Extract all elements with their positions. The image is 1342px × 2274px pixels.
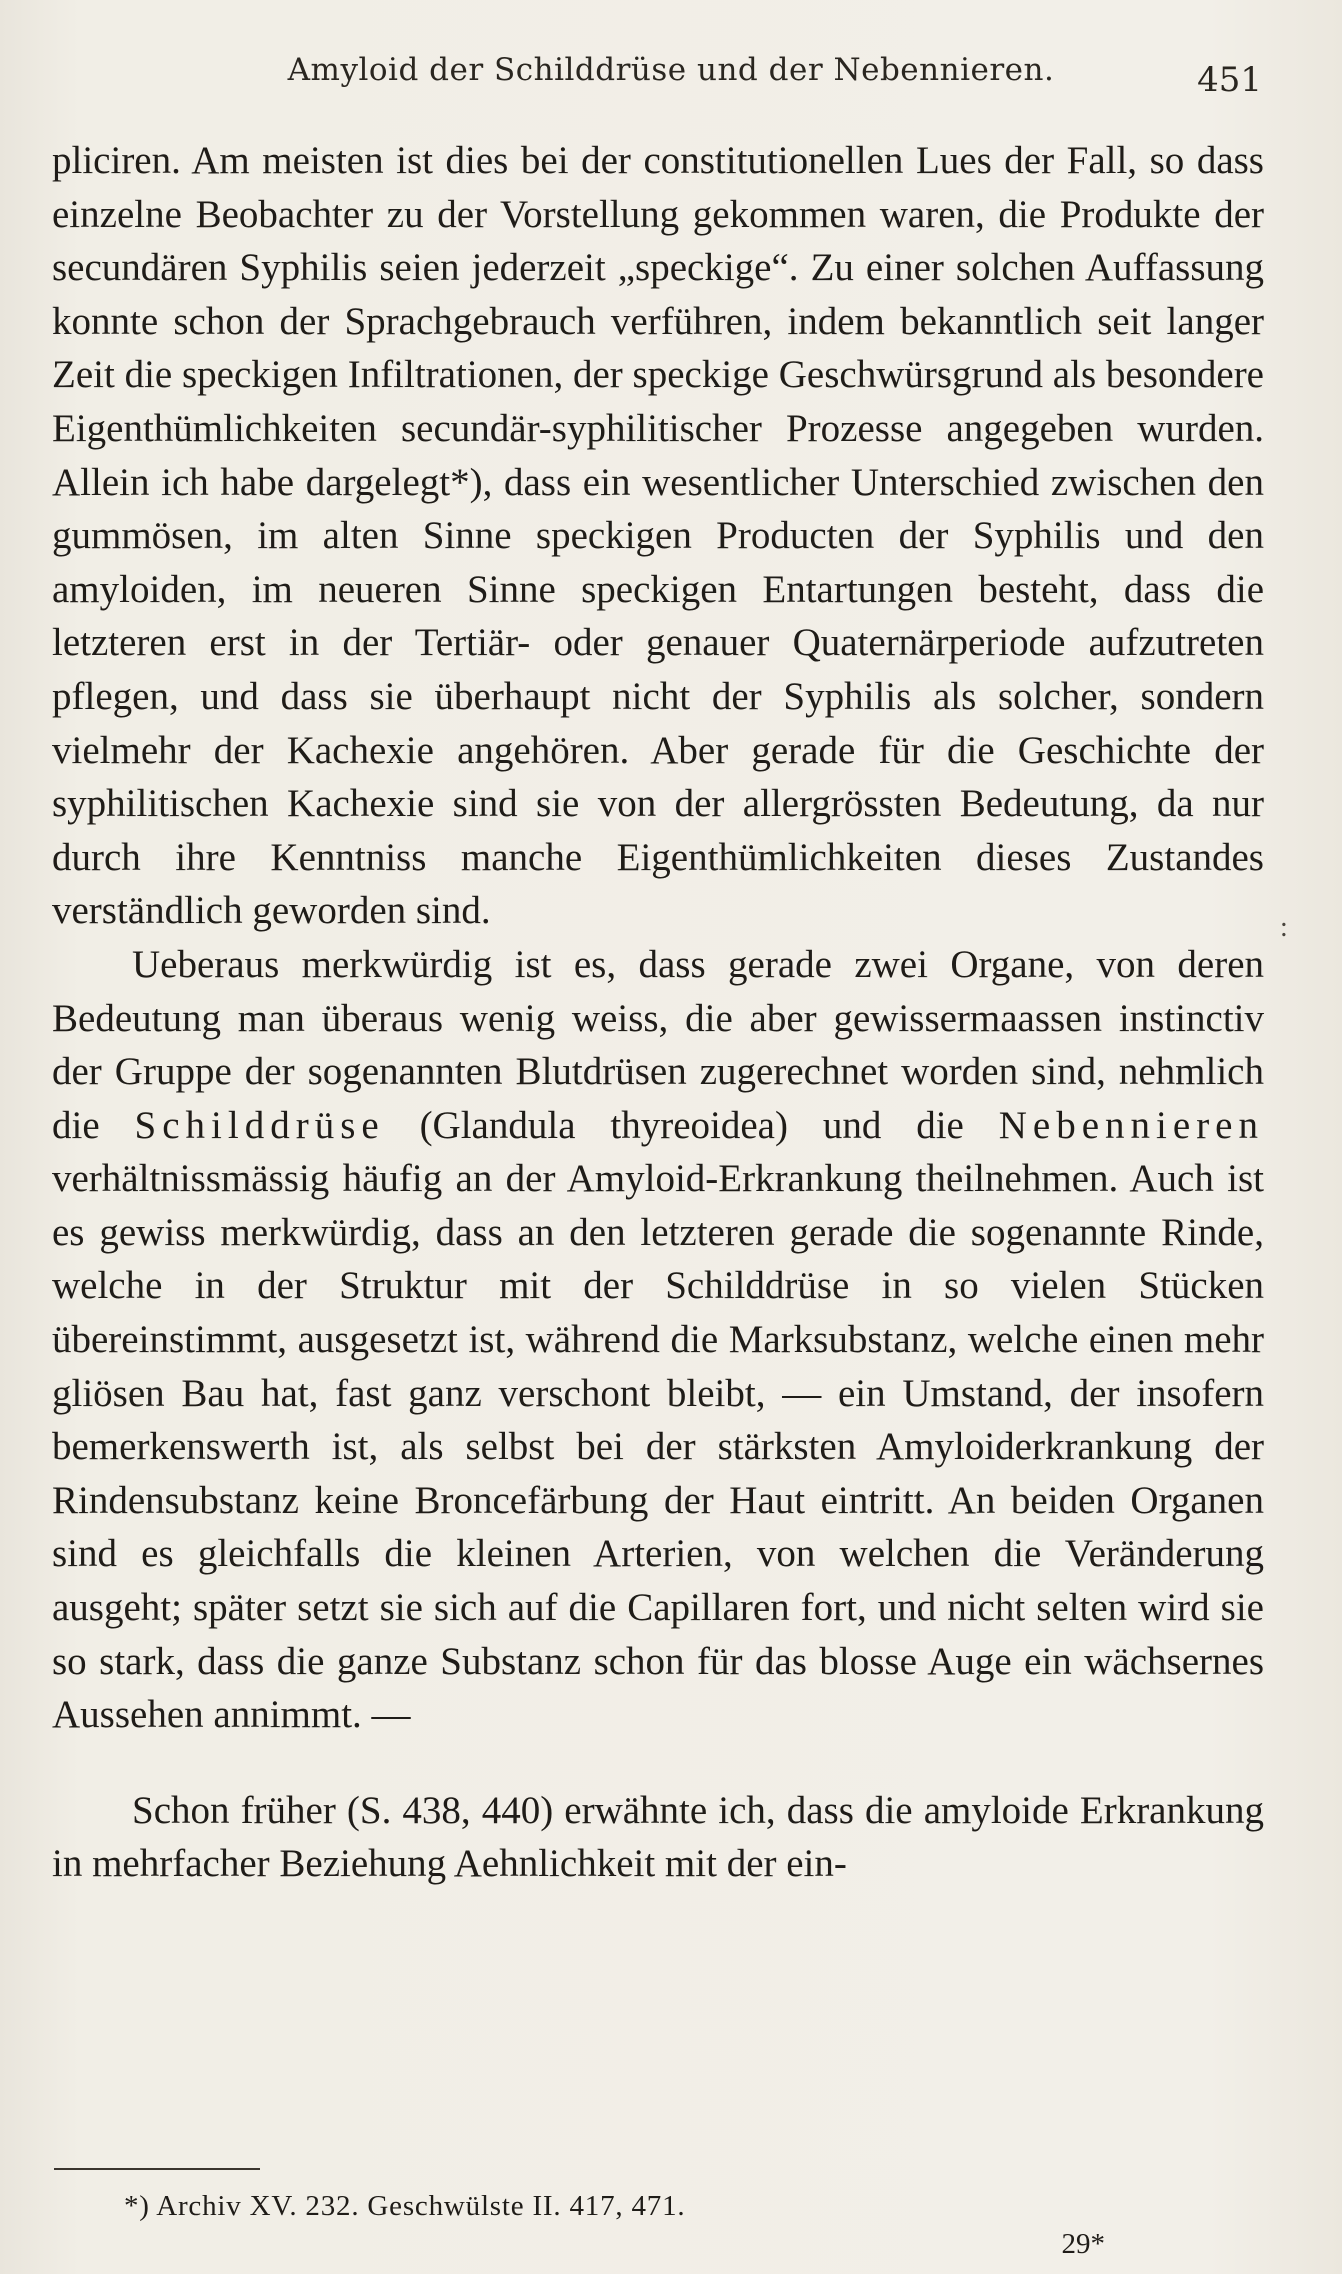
paragraph-2-text-a: Ueberaus merkwürdig ist es, dass gerade zwei Organe, von deren Bedeutung man überaus wenig weiss, die aber gewissermaassen instinctiv der Gruppe der sogenannten Blutdrüsen zugerechnet worden sind, nehmlich die [52, 942, 1264, 1147]
paragraph-2-text-c: verhältnissmässig häufig an der Amyloid-Erkrankung theilnehmen. Auch ist es gewiss merkwürdig, dass an den letzteren gerade die sogenannte Rinde, welche in der Struktur mit der Schilddrüse in so vielen Stücken übereinstimmt, ausgesetzt ist, während die Marksubstanz, welche einen mehr gliösen Bau hat, fast ganz verschont bleibt, — ein Umstand, der insofern bemerkenswerth ist, als selbst bei der stärksten Amyloiderkrankung der Rindensubstanz keine Broncefärbung der Haut eintritt. An beiden Organen sind es gleichfalls die kleinen Arterien, von welchen die Veränderung ausgeht; später setzt sie sich auf die Capillaren fort, und nicht selten wird sie so stark, dass die ganze Substanz schon für das blosse Auge ein wächsernes Aussehen annimmt. — [52, 1157, 1264, 1737]
paragraph-2-text-b: (Glandula thyreoidea) und die [384, 1103, 999, 1147]
page-number: 451 [1197, 60, 1262, 100]
paragraph-2 [52, 938, 1264, 1742]
term-schilddruese: Schilddrüse [134, 1103, 385, 1147]
footnote-divider [54, 2168, 260, 2170]
main-text-block [52, 134, 1264, 1891]
paragraph-1-text: pliciren. Am meisten ist dies bei der constitutionellen Lues der Fall, so dass einzelne Beobachter zu der Vorstellung gekommen waren, die Produkte der secundären Syphilis seien jederzeit „speckige“. Zu einer solchen Auffassung konnte schon der Sprachgebrauch verführen, indem bekanntlich seit langer Zeit die speckigen Infiltrationen, der speckige Geschwürsgrund als besondere Eigenthümlichkeiten secundär-syphilitischer Prozesse angegeben wurden. Allein ich habe dargelegt*), dass ein wesentlicher Unterschied zwischen den gummösen, im alten Sinne speckigen Producten der Syphilis und den amyloiden, im neueren Sinne speckigen Entartungen besteht, dass die letzteren erst in der Tertiär- oder genauer Quaternärperiode aufzutreten pflegen, und dass sie überhaupt nicht der Syphilis als solcher, sondern vielmehr der Kachexie angehören. Aber gerade für die Geschichte der syphilitischen Kachexie sind sie von der allergrössten Bedeutung, da nur durch ihre Kenntniss manche Eigenthümlichkeiten dieses Zustandes verständlich geworden sind. [52, 139, 1264, 933]
running-header-title: Amyloid der Schilddrüse und der Nebennieren. [287, 52, 1055, 88]
paragraph-3-text: Schon früher (S. 438, 440) erwähnte ich, dass die amyloide Erkrankung in mehrfacher Beziehung Aehnlichkeit mit der ein- [52, 1788, 1264, 1886]
margin-mark: : [1280, 912, 1288, 943]
term-nebennieren: Nebennieren [998, 1103, 1264, 1147]
paragraph-1 [52, 134, 1264, 938]
printer-signature-mark: 29* [1061, 2228, 1105, 2260]
paragraph-3 [52, 1784, 1264, 1891]
footnote: *) Archiv XV. 232. Geschwülste II. 417, 471. [124, 2190, 686, 2222]
